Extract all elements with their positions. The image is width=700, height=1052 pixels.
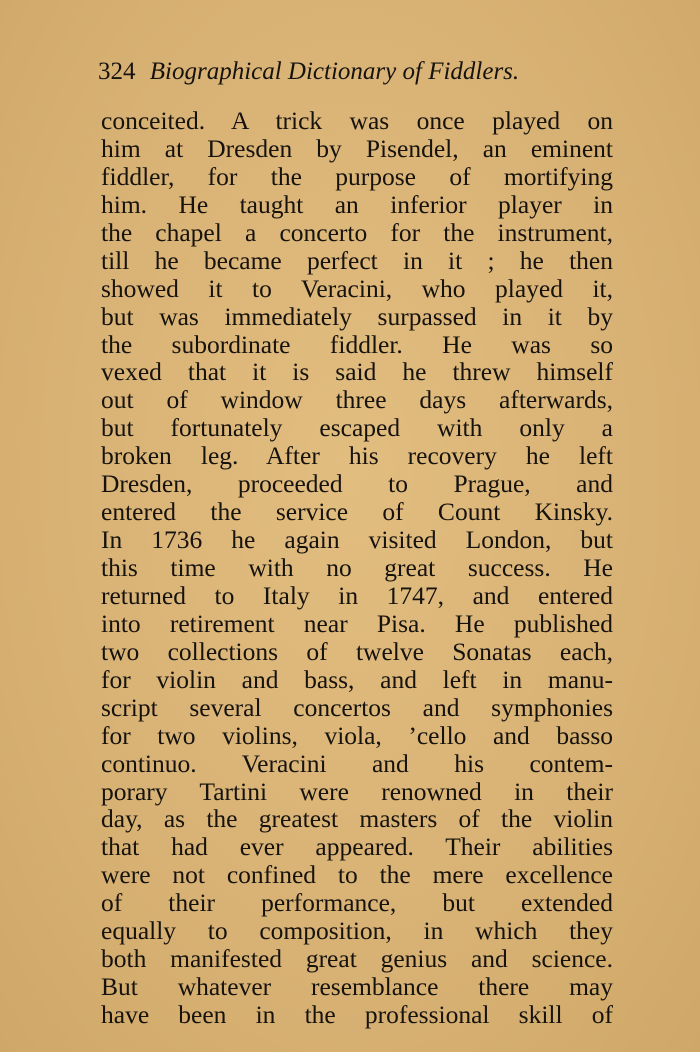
text-line: equally to composition, in which they [101, 916, 613, 946]
text-line: this time with no great success. He [101, 553, 613, 582]
text-line: vexed that it is said he threw himself [101, 357, 613, 387]
text-line: fiddler, for the purpose of mortifying [101, 161, 613, 191]
text-line: day, as the greatest masters of the violin [101, 804, 613, 834]
text-line: returned to Italy in 1747, and entered [101, 580, 613, 610]
text-line: conceited. A trick was once played on [101, 106, 613, 135]
text-line: Dresden, proceeded to Prague, and [101, 469, 613, 499]
page-number: 324 [98, 58, 136, 85]
text-line: for two violins, viola, ’cello and basso [101, 720, 613, 750]
text-line: showed it to Veracini, who played it, [101, 273, 613, 303]
text-line: But whatever resemblance there may [101, 972, 613, 1002]
text-line: the chapel a concerto for the instrument, [101, 217, 613, 247]
text-line: but was immediately surpassed in it by [101, 301, 613, 331]
text-line: were not confined to the mere excellence [101, 860, 613, 890]
running-head [98, 54, 598, 90]
text-line: have been in the professional skill of [101, 1000, 613, 1029]
text-line: into retirement near Pisa. He published [101, 608, 613, 638]
text-line: but fortunately escaped with only a [101, 413, 613, 443]
text-line: two collections of twelve Sonatas each, [101, 636, 613, 666]
text-line: porary Tartini were renowned in their [101, 776, 613, 806]
text-line: that had ever appeared. Their abilities [101, 832, 613, 862]
text-line: In 1736 he again visited London, but [101, 525, 613, 555]
text-line: out of window three days afterwards, [101, 385, 613, 415]
text-line: him at Dresden by Pisendel, an eminent [101, 133, 613, 163]
text-line: broken leg. After his recovery he left [101, 441, 613, 471]
text-line: till he became perfect in it ; he then [101, 245, 613, 275]
text-line: of their performance, but extended [101, 888, 613, 918]
text-line: both manifested great genius and science. [101, 944, 613, 974]
text-line: for violin and bass, and left in manu- [101, 664, 613, 694]
text-line: continuo. Veracini and his contem- [101, 748, 613, 778]
text-line: the subordinate fiddler. He was so [101, 329, 613, 359]
body-text [101, 107, 613, 1029]
text-line: entered the service of Count Kinsky. [101, 497, 613, 527]
running-head-title: Biographical Dictionary of Fiddlers. [149, 58, 520, 85]
text-line: him. He taught an inferior player in [101, 189, 613, 219]
text-line: script several concertos and symphonies [101, 692, 613, 722]
